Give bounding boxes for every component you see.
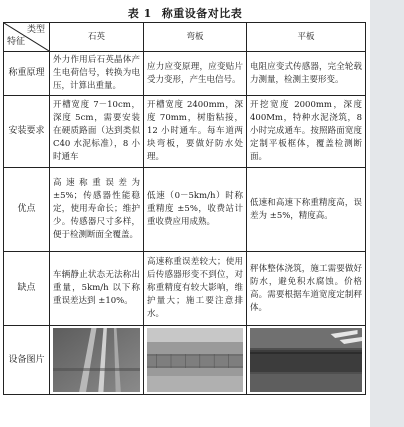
row-label: 安装要求 [4, 96, 50, 168]
corner-cell [4, 23, 50, 52]
caption-title: 称重设备对比表 [161, 7, 243, 20]
column-header-flat-plate: 平板 [247, 23, 366, 52]
flat-plate-photo [250, 328, 362, 392]
table-cell: 外力作用后石英晶体产生电荷信号，转换为电压，计算出重量。 [50, 52, 144, 96]
quartz-sensor-photo [53, 328, 140, 392]
header-row [4, 23, 366, 52]
table-row [4, 168, 366, 252]
table-cell: 低速和高速下称重精度高，误差为 ±5%，精度高。 [247, 168, 366, 252]
table-cell: 开槽宽度 7－10cm，深度 5cm，需要安装在硬质路面（达到类似 C40 水泥标准），8 小时通车 [50, 96, 144, 168]
photo-cell [50, 326, 144, 395]
table-cell: 车辆静止状态无法称出重量，5km/h 以下称重误差达到 ±10%。 [50, 252, 144, 326]
corner-feature-label: 特征 [7, 37, 26, 47]
column-header-bending-plate: 弯板 [144, 23, 247, 52]
table-cell: 秤体整体浇筑，施工需要做好防水，避免积水腐蚀。价格高。需要根据车道宽度定制秤体。 [247, 252, 366, 326]
corner-type-label: 类型 [26, 25, 45, 35]
table-row [4, 252, 366, 326]
table-cell: 应力应变原理，应变贴片受力变形，产生电信号。 [144, 52, 247, 96]
row-label: 优点 [4, 168, 50, 252]
comparison-table [3, 22, 366, 395]
table-caption [0, 5, 370, 21]
caption-number: 表 1 [127, 7, 152, 20]
row-label: 设备图片 [4, 326, 50, 395]
photo-cell [144, 326, 247, 395]
row-label: 缺点 [4, 252, 50, 326]
page-margin [370, 0, 404, 427]
column-header-quartz: 石英 [50, 23, 144, 52]
table-cell: 电阻应变式传感器，完全轮载力测量，检测主要形变。 [247, 52, 366, 96]
table-cell: 低速（0－5km/h）时称重精度 ±5%，收费站计重收费应用成熟。 [144, 168, 247, 252]
table-row [4, 52, 366, 96]
table-row [4, 96, 366, 168]
image-row [4, 326, 366, 395]
table-cell: 开槽宽度 2400mm，深度 70mm，树脂粘接，12 小时通车。每车道两块弯板，要做好防水处理。 [144, 96, 247, 168]
table-cell: 开挖宽度 2000mm，深度 400Mm，特种水泥浇筑，8 小时完成通车。按照路面宽度定制平板框体，覆盖检测断面。 [247, 96, 366, 168]
row-label: 称重原理 [4, 52, 50, 96]
table-cell: 高速称重误差为 ±5%；传感器性能稳定，使用寿命长；维护少。传感器尺寸多样，便于检测断面全覆盖。 [50, 168, 144, 252]
table-cell: 高速称重误差较大；使用后传感器形变不到位，对称重精度有较大影响，维护量大；施工要注意排水。 [144, 252, 247, 326]
bending-plate-photo [147, 328, 243, 392]
photo-cell [247, 326, 366, 395]
